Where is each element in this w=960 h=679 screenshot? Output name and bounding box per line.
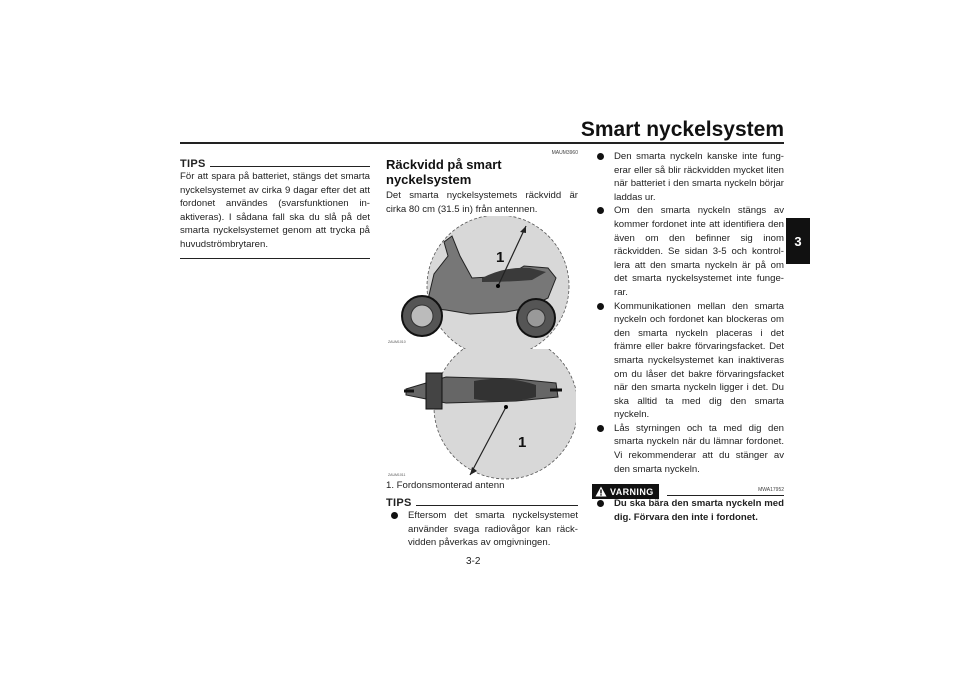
warning-triangle-icon — [595, 486, 607, 497]
figure-code-2: ZAUM1011 — [388, 473, 406, 478]
right-column — [592, 150, 784, 524]
section-title: Räckvidd på smart nyckelsystem — [386, 157, 502, 187]
range-section — [386, 150, 578, 550]
list-item: Du ska bära den smarta nyckeln med dig. Förvara den inte i fordonet. — [592, 497, 784, 524]
tips-end-rule — [180, 258, 370, 259]
section-code: MAUM3960 — [551, 150, 578, 156]
title-rule — [180, 142, 784, 144]
antenna-callout: 1 — [518, 434, 527, 452]
scooter-side-view-illustration — [386, 216, 576, 349]
list-item: Lås styrningen och ta med dig den smarta nyckeln när du lämnar fordonet. Vi rekommenderar att du stänger av den smarta nyckeln. — [592, 422, 784, 476]
list-item: Om den smarta nyckeln stängs av kommer fordonet inte att identifiera den även om den befinner sig inom räckvidden. Se sidan 3-5 och kontrollera att den smarta nyckeln är på om det smarta nyckelsystemet inte fungerar. — [592, 204, 784, 299]
page-number: 3-2 — [466, 556, 481, 567]
list-item: Den smarta nyckeln kanske inte fungerar eller så blir räckvidden mycket liten när batteriet i den smarta nyckeln börjar laddas ur. — [592, 150, 784, 204]
bullet-list — [592, 150, 784, 476]
warning-badge: VARNING — [592, 484, 659, 499]
warning-list — [592, 497, 784, 524]
figure-code-1: ZAUM1010 — [388, 340, 406, 345]
list-item: Kommunikationen mellan den smarta nyckeln och fordonet kan blockeras om den smarta nyckeln placeras i det främre eller bakre förvaringsfacket. Det smarta nyckelsystemet kan inaktiveras om du låser det bakre förvaringsfacket när den smarta nyckeln ligger i det. Du ska alltid ta med dig den smarta nyckeln. — [592, 300, 784, 422]
scooter-top-view-illustration — [386, 349, 576, 482]
section-intro: Det smarta nyckelsystemets räckvidd är cirka 80 cm (31.5 in) från antennen. — [386, 190, 578, 215]
left-tips-box — [180, 158, 370, 259]
chapter-tab: 3 — [786, 218, 810, 264]
tips-heading: TIPS — [180, 158, 370, 170]
list-item: Eftersom det smarta nyckelsystemet använder svaga radiovågor kan räckvidden påverkas av omgivningen. — [386, 509, 578, 550]
warning-code: MWA17952 — [758, 487, 784, 494]
warning-box — [592, 484, 784, 524]
tips-heading: TIPS — [386, 497, 578, 509]
page-title: Smart nyckelsystem — [580, 118, 784, 141]
antenna-callout: 1 — [496, 249, 505, 267]
tips-text: För att spara på batteriet, stängs det smarta nyckelsystemet av cirka 9 dagar efter det att fordonet användes (svarsfunktionen inaktiveras). I sådana fall ska du slå på det smarta nyckelsystemet genom att trycka på huvudströmbrytaren. — [180, 171, 370, 250]
tips-list — [386, 509, 578, 550]
figure-caption: 1. Fordonsmonterad antenn — [386, 480, 505, 492]
